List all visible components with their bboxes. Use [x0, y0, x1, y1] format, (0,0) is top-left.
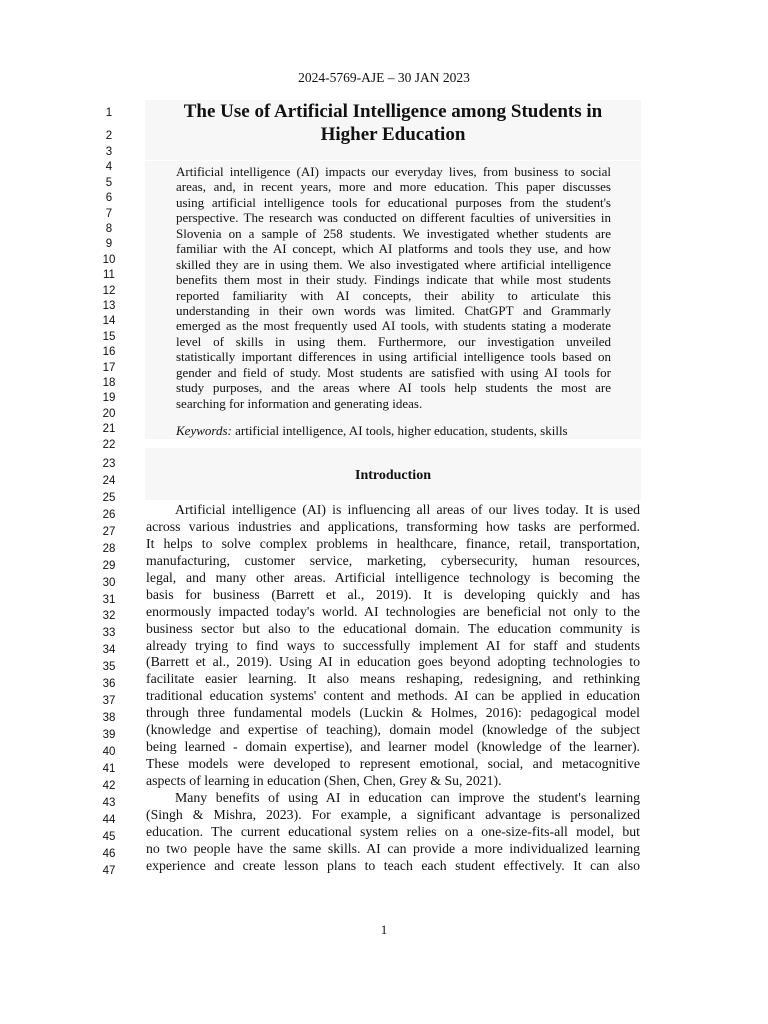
line-number: 19	[102, 392, 116, 405]
line-number: 36	[102, 678, 116, 691]
body-line: manufacturing, customer service, marketing, cybersecurity, human resources,	[146, 552, 640, 568]
line-number: 2	[105, 130, 113, 142]
body-line: through three fundamental models (Luckin & Holmes, 2016): pedagogical model	[146, 705, 640, 721]
line-number: 35	[102, 661, 116, 674]
line-number: 46	[102, 847, 116, 860]
body-line: Artificial intelligence (AI) is influencing all areas of our lives today. It is used	[175, 502, 640, 517]
line-number: 1	[105, 107, 113, 119]
body-line: (Singh & Mishra, 2023). For example, a significant advantage is personalized	[146, 806, 640, 822]
line-number: 4	[105, 161, 113, 174]
line-number: 9	[105, 238, 113, 251]
body-line: experience and create lesson plans to teach each student effectively. It can also	[146, 857, 640, 873]
body-line: basis for business (Barrett et al., 2019). It is developing quickly and has	[146, 586, 640, 602]
body-line: no two people have the same skills. AI can provide a more individualized learning	[146, 840, 640, 856]
body-line: aspects of learning in education (Shen, Chen, Grey & Su, 2021).	[146, 773, 502, 788]
paper-title	[145, 100, 641, 146]
line-number: 7	[105, 207, 113, 220]
line-number: 21	[102, 423, 116, 436]
line-number: 47	[102, 864, 116, 877]
abstract-line: level of skills in using them. Furthermore, our investigation unveiled	[176, 333, 611, 349]
line-number: 17	[102, 361, 116, 374]
body-line: facilitate easier learning. It also means reshaping, redesigning, and rethinking	[146, 671, 640, 687]
abstract-line: Slovenia on a sample of 258 students. We investigated whether students are	[176, 225, 611, 241]
abstract-line: familiar with the AI concept, which AI platforms and tools they use, and how	[176, 241, 611, 257]
abstract-line: understanding in their own words was limited. ChatGPT and Grammarly	[176, 302, 611, 318]
line-number: 42	[102, 779, 116, 792]
line-number: 34	[102, 644, 116, 657]
line-number: 40	[102, 745, 116, 758]
line-number: 30	[102, 576, 116, 589]
body-text	[146, 502, 640, 875]
keywords	[176, 423, 568, 438]
abstract-line: searching for information and generating ideas.	[176, 395, 423, 411]
line-number: 5	[105, 176, 113, 189]
keywords-label: Keywords:	[176, 423, 232, 438]
abstract-line: benefits them most in their study. Findings indicate that while most students	[176, 272, 611, 288]
line-number: 11	[103, 269, 115, 282]
abstract-line: areas, and, in recent years, more and more education. This paper discusses	[176, 179, 611, 195]
line-number: 37	[102, 695, 116, 708]
line-number: 8	[105, 223, 113, 235]
line-number: 6	[105, 192, 113, 205]
line-number: 24	[102, 474, 116, 487]
body-line: Many benefits of using AI in education can improve the student's learning	[175, 789, 640, 805]
line-number: 39	[102, 729, 116, 742]
line-number: 27	[102, 525, 116, 538]
line-number: 29	[102, 559, 116, 572]
line-number: 28	[102, 542, 116, 555]
line-number: 44	[102, 813, 116, 826]
body-line: being learned - domain expertise), and learner model (knowledge of the learner).	[146, 739, 640, 755]
abstract-line: statistically important differences in using artificial intelligence tools based on	[176, 349, 611, 365]
body-line: education. The current educational system relies on a one-size-fits-all model, but	[146, 823, 640, 839]
abstract-line: study purposes, and the areas where AI tools help students the most are	[176, 380, 611, 396]
abstract-line: emerged as the most frequently used AI tools, with students stating a moderate	[176, 318, 611, 334]
abstract	[176, 164, 611, 411]
line-number: 12	[102, 284, 116, 297]
section-heading-introduction: Introduction	[355, 468, 431, 483]
page-number: 1	[380, 922, 388, 937]
body-line: already trying to find ways to successfully implement AI for staff and students	[146, 637, 640, 653]
body-line: (Barrett et al., 2019). Using AI in education goes beyond adopting technologies to	[146, 654, 640, 670]
line-number: 20	[102, 407, 116, 420]
line-number: 15	[102, 330, 116, 343]
line-number: 38	[102, 712, 116, 725]
line-number: 13	[102, 300, 116, 312]
body-line: It helps to solve complex problems in healthcare, finance, retail, transportation,	[146, 535, 640, 551]
body-line: business sector but also to the educational domain. The education community is	[146, 620, 640, 636]
body-line: traditional education systems' content and methods. AI can be applied in education	[146, 688, 640, 704]
line-number: 32	[102, 610, 116, 623]
body-line: across various industries and applications, transforming how tasks are performed.	[146, 518, 640, 534]
body-line: (knowledge and expertise of teaching), domain model (knowledge of the subject	[146, 722, 640, 738]
line-number: 26	[102, 508, 116, 521]
paper-title-line: Higher Education	[320, 124, 466, 145]
line-number: 23	[102, 458, 116, 470]
paper-title-line: The Use of Artificial Intelligence among Students in	[183, 101, 603, 122]
line-number: 10	[102, 253, 116, 266]
body-line: legal, and many other areas. Artificial intelligence technology is becoming the	[146, 569, 640, 585]
line-number: 3	[105, 146, 113, 158]
line-number: 41	[102, 762, 116, 775]
line-number: 43	[102, 796, 116, 809]
abstract-line: using artificial intelligence tools for educational purposes from the student's	[176, 194, 611, 210]
keywords-text: artificial intelligence, AI tools, higher education, students, skills	[231, 423, 568, 438]
abstract-line: gender and field of study. Most students are satisfied with using AI tools for	[176, 364, 611, 380]
running-header: 2024-5769-AJE – 30 JAN 2023	[298, 70, 470, 85]
body-line: These models were developed to represent emotional, social, and metacognitive	[146, 756, 640, 772]
abstract-line: Artificial intelligence (AI) impacts our everyday lives, from business to social	[176, 164, 611, 179]
line-number: 22	[102, 438, 116, 451]
abstract-line: perspective. The research was conducted on different faculties of universities in	[176, 210, 611, 226]
line-number: 31	[102, 593, 116, 606]
line-number: 18	[102, 377, 116, 389]
line-number: 25	[102, 491, 116, 504]
line-number: 14	[102, 315, 116, 328]
abstract-line: reported familiarity with AI concepts, their ability to articulate this	[176, 287, 611, 303]
line-number: 45	[102, 830, 116, 843]
line-number: 33	[102, 627, 116, 640]
body-line: enormously impacted today's world. AI technologies are beneficial not only to the	[146, 603, 640, 619]
line-number: 16	[102, 346, 116, 359]
abstract-line: skilled they are in using them. We also investigated where artificial intelligence	[176, 256, 611, 272]
